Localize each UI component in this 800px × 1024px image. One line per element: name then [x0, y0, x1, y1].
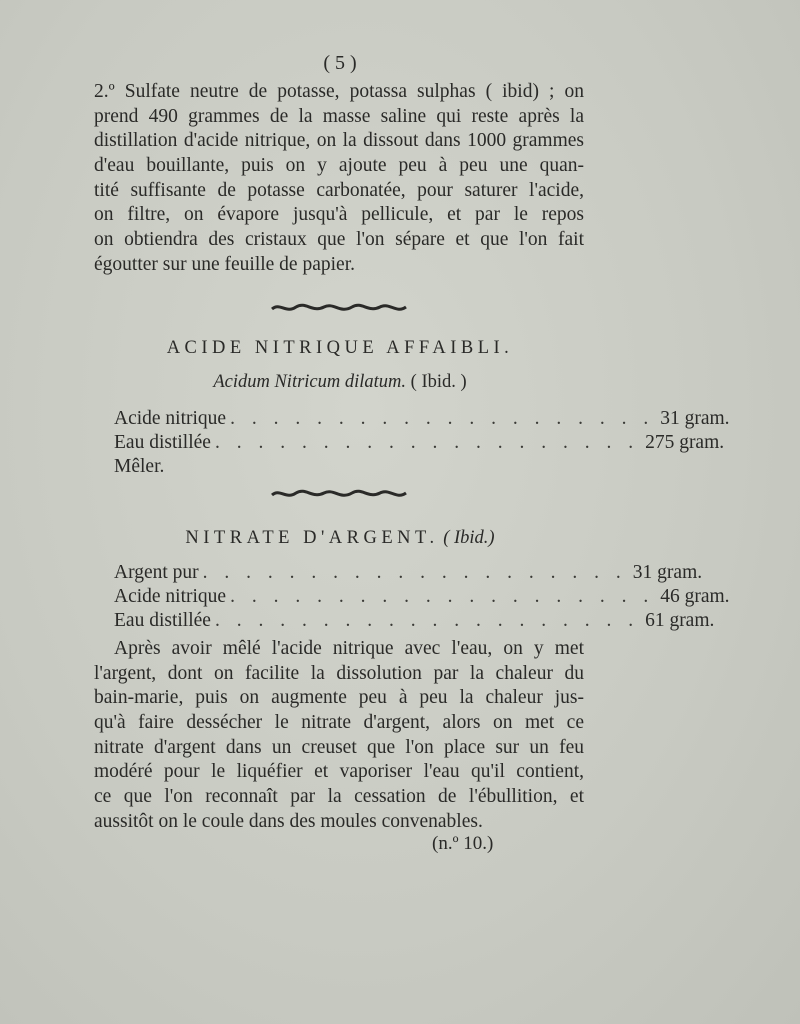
ingredient-name: Acide nitrique [114, 586, 227, 607]
text-line: modéré pour le liquéfier et vaporiser l'eau qu'il contient, [94, 761, 584, 783]
ingredient-list [114, 562, 730, 634]
section-title-nitrate [0, 528, 680, 549]
fleuron-ornament [270, 302, 408, 314]
ingredient-list [114, 408, 730, 480]
ingredient-row [114, 610, 715, 634]
section-title: NITRATE D'ARGENT. [185, 528, 439, 548]
ingredient-qty: 275 gram. [645, 432, 725, 453]
text-line: on obtiendra des cristaux que l'on sépare et que l'on fait [94, 229, 584, 251]
text-line: 2.º Sulfate neutre de potasse, potassa sulphas ( ibid) ; on [94, 81, 584, 102]
text-line: d'eau bouillante, puis on y ajoute peu à peu une quan- [94, 155, 584, 177]
text-line: prend 490 grammes de la masse saline qui reste après la [94, 105, 584, 127]
latin-name: Acidum Nitricum dilatum. [213, 372, 407, 392]
reference: ( Ibid. ) [410, 372, 467, 392]
reference: ( Ibid.) [443, 528, 495, 548]
instruction: Mêler. [114, 456, 165, 477]
ingredient-row [114, 408, 730, 432]
ingredient-name: Eau distillée [114, 432, 211, 453]
ingredient-name: Eau distillée [114, 610, 211, 631]
text-line: l'argent, dont on facilite la dissolution par la chaleur du [94, 662, 584, 684]
ingredient-name: Acide nitrique [114, 408, 227, 429]
ingredient-qty: 31 gram. [660, 408, 730, 429]
leader-dots: . . . . . . . . . . . . . . . . . . . . [230, 408, 655, 429]
page-number: ( 5 ) [323, 52, 357, 74]
text-line: égoutter sur une feuille de papier. [94, 253, 355, 275]
leader-dots: . . . . . . . . . . . . . . . . . . . . [230, 586, 655, 607]
ingredient-row [114, 432, 725, 456]
text-line: qu'à faire dessécher le nitrate d'argent, alors on met ce [94, 712, 584, 734]
fleuron-ornament [270, 488, 408, 500]
text-line: distillation d'acide nitrique, on la dissout dans 1000 grammes [94, 130, 584, 152]
text-line: nitrate d'argent dans un creuset que l'on place sur un feu [94, 736, 584, 758]
footnote-reference: (n.º 10.) [432, 833, 494, 854]
ingredient-row [114, 562, 703, 586]
leader-dots: . . . . . . . . . . . . . . . . . . . . [214, 610, 640, 631]
leader-dots: . . . . . . . . . . . . . . . . . . . . [214, 432, 640, 453]
text-line: aussitôt on le coule dans des moules convenables. [94, 810, 483, 832]
ingredient-qty: 61 gram. [645, 610, 715, 631]
text-line: ce que l'on reconnaît par la cessation de l'ébullition, et [94, 786, 584, 808]
nitrate-paragraph [94, 637, 584, 835]
section-subtitle [0, 372, 680, 393]
ingredient-row [114, 586, 730, 610]
ingredient-qty: 46 gram. [660, 586, 730, 607]
text-line: tité suffisante de potasse carbonatée, pour saturer l'acide, [94, 179, 584, 201]
intro-paragraph [94, 80, 584, 278]
ingredient-name: Argent pur [114, 562, 199, 583]
section-title-acide-nitrique: ACIDE NITRIQUE AFFAIBLI. [166, 338, 514, 358]
ingredient-qty: 31 gram. [632, 562, 703, 583]
text-line: Après avoir mêlé l'acide nitrique avec l'eau, on y met [114, 638, 584, 659]
text-line: bain-marie, puis on augmente peu à peu la chaleur jus- [94, 687, 584, 709]
text-line: on filtre, on évapore jusqu'à pellicule, et par le repos [94, 204, 584, 226]
leader-dots: . . . . . . . . . . . . . . . . . . . . [202, 562, 627, 583]
